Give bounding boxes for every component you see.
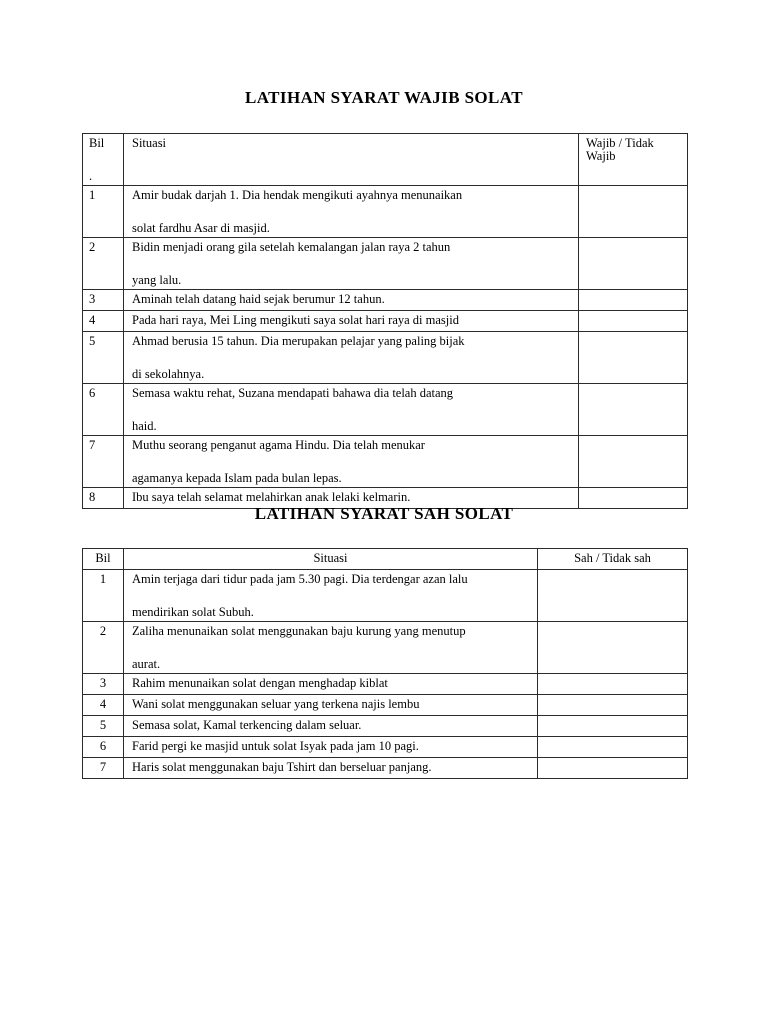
cell-bil: 5	[83, 332, 124, 384]
cell-situasi	[124, 332, 579, 384]
cell-bil: 4	[83, 695, 124, 716]
column-header-answer: Wajib / Tidak Wajib	[579, 134, 688, 186]
table-row	[83, 332, 688, 384]
cell-answer[interactable]	[579, 332, 688, 384]
cell-situasi	[124, 384, 579, 436]
cell-situasi: Semasa solat, Kamal terkencing dalam seluar.	[124, 716, 538, 737]
table-syarat-wajib-solat	[82, 133, 688, 509]
cell-bil: 6	[83, 384, 124, 436]
column-header-bil: Bil	[83, 549, 124, 570]
cell-bil: 3	[83, 290, 124, 311]
table-header-row	[83, 549, 688, 570]
cell-bil: 1	[83, 186, 124, 238]
table-row	[83, 758, 688, 779]
table-syarat-sah-solat	[82, 548, 688, 779]
cell-situasi	[124, 622, 538, 674]
cell-situasi: Pada hari raya, Mei Ling mengikuti saya solat hari raya di masjid	[124, 311, 579, 332]
cell-answer[interactable]	[579, 238, 688, 290]
column-header-answer: Sah / Tidak sah	[538, 549, 688, 570]
cell-answer[interactable]	[579, 311, 688, 332]
cell-answer[interactable]	[579, 290, 688, 311]
cell-situasi: Haris solat menggunakan baju Tshirt dan berseluar panjang.	[124, 758, 538, 779]
cell-situasi: Farid pergi ke masjid untuk solat Isyak pada jam 10 pagi.	[124, 737, 538, 758]
situasi-line-1: Muthu seorang penganut agama Hindu. Dia telah menukar	[132, 438, 425, 452]
cell-answer[interactable]	[538, 622, 688, 674]
cell-bil: 3	[83, 674, 124, 695]
situasi-line-2: solat fardhu Asar di masjid.	[132, 220, 270, 235]
cell-bil: 7	[83, 758, 124, 779]
table-row	[83, 674, 688, 695]
table-row	[83, 570, 688, 622]
page-title-syarat-wajib: LATIHAN SYARAT WAJIB SOLAT	[245, 88, 523, 107]
situasi-line-2: agamanya kepada Islam pada bulan lepas.	[132, 470, 342, 485]
cell-situasi: Rahim menunaikan solat dengan menghadap kiblat	[124, 674, 538, 695]
table-row	[83, 384, 688, 436]
situasi-line-1: Amin terjaga dari tidur pada jam 5.30 pagi. Dia terdengar azan lalu	[132, 572, 468, 586]
cell-situasi	[124, 238, 579, 290]
table-row	[83, 290, 688, 311]
cell-answer[interactable]	[538, 570, 688, 622]
cell-bil: 2	[83, 622, 124, 674]
situasi-line-1: Bidin menjadi orang gila setelah kemalangan jalan raya 2 tahun	[132, 240, 451, 254]
situasi-line-1: Ahmad berusia 15 tahun. Dia merupakan pelajar yang paling bijak	[132, 334, 465, 348]
table-row	[83, 436, 688, 488]
table-row	[83, 695, 688, 716]
cell-bil: 5	[83, 716, 124, 737]
table-row	[83, 622, 688, 674]
cell-answer[interactable]	[579, 436, 688, 488]
cell-bil: 1	[83, 570, 124, 622]
table-row	[83, 737, 688, 758]
cell-answer[interactable]	[538, 674, 688, 695]
cell-answer[interactable]	[538, 758, 688, 779]
cell-answer[interactable]	[538, 695, 688, 716]
situasi-line-1: Amir budak darjah 1. Dia hendak mengikuti ayahnya menunaikan	[132, 188, 463, 202]
cell-bil: 6	[83, 737, 124, 758]
column-header-bil-dot: .	[89, 168, 93, 183]
cell-answer[interactable]	[538, 716, 688, 737]
table-row	[83, 311, 688, 332]
situasi-line-2: di sekolahnya.	[132, 366, 205, 381]
cell-situasi: Wani solat menggunakan seluar yang terkena najis lembu	[124, 695, 538, 716]
cell-situasi	[124, 436, 579, 488]
cell-answer[interactable]	[538, 737, 688, 758]
table-row	[83, 238, 688, 290]
cell-answer[interactable]	[579, 384, 688, 436]
column-header-bil-label: Bil	[89, 136, 105, 150]
cell-situasi	[124, 570, 538, 622]
situasi-line-2: aurat.	[132, 656, 161, 671]
cell-bil: 4	[83, 311, 124, 332]
cell-situasi: Ibu saya telah selamat melahirkan anak lelaki kelmarin.	[124, 488, 579, 509]
cell-answer[interactable]	[579, 186, 688, 238]
page-title-syarat-sah: LATIHAN SYARAT SAH SOLAT	[254, 504, 514, 523]
cell-bil: 7	[83, 436, 124, 488]
table-header-row	[83, 134, 688, 186]
column-header-bil	[83, 134, 124, 186]
cell-situasi	[124, 186, 579, 238]
cell-situasi: Aminah telah datang haid sejak berumur 12 tahun.	[124, 290, 579, 311]
table-row	[83, 186, 688, 238]
situasi-line-1: Zaliha menunaikan solat menggunakan baju kurung yang menutup	[132, 624, 466, 638]
situasi-line-1: Semasa waktu rehat, Suzana mendapati bahawa dia telah datang	[132, 386, 454, 400]
situasi-line-2: mendirikan solat Subuh.	[132, 604, 254, 619]
cell-bil: 8	[83, 488, 124, 509]
table-row	[83, 716, 688, 737]
situasi-line-2: haid.	[132, 418, 157, 433]
column-header-situasi: Situasi	[124, 549, 538, 570]
column-header-situasi: Situasi	[124, 134, 579, 186]
cell-bil: 2	[83, 238, 124, 290]
situasi-line-2: yang lalu.	[132, 272, 182, 287]
